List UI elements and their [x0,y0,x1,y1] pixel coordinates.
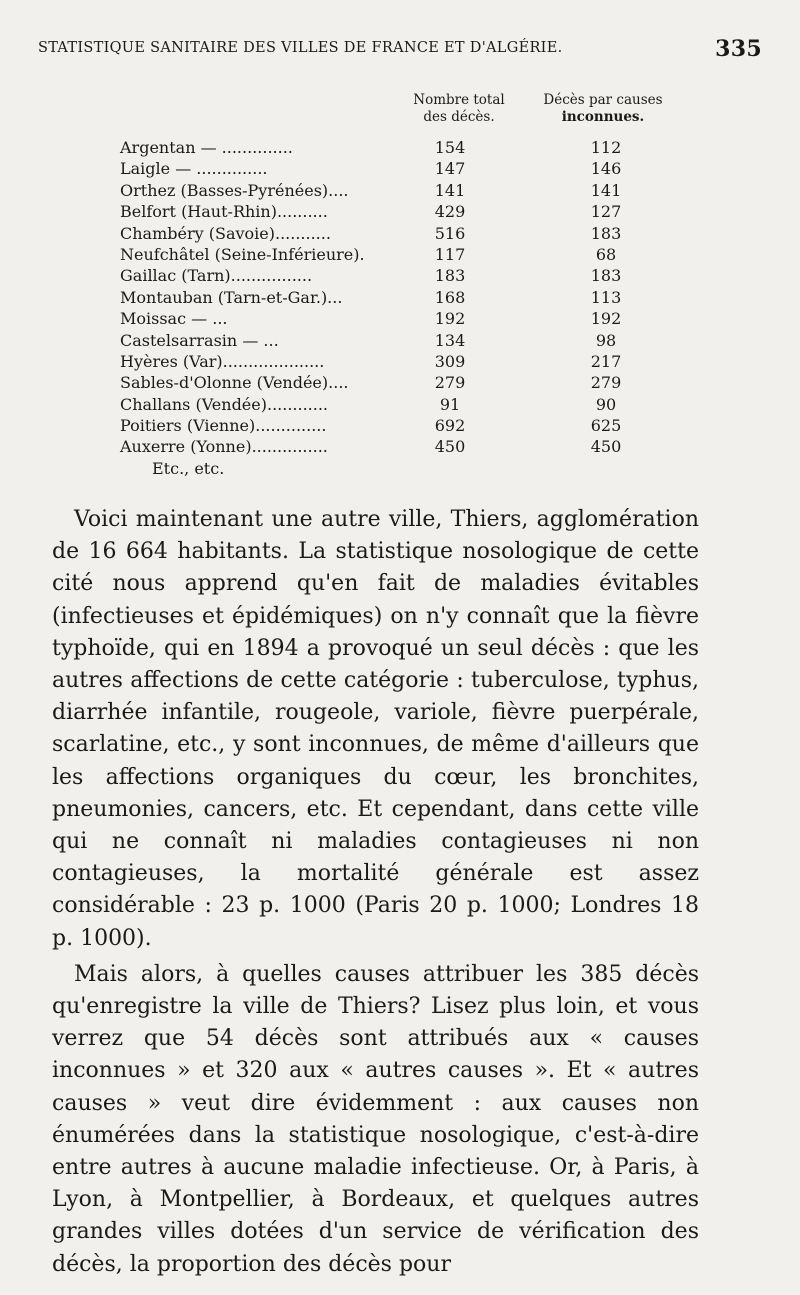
city-name: Gaillac (Tarn)................ [120,266,313,286]
unknown-cause-deaths: 625 [590,416,622,436]
table-row [120,351,680,372]
table-row [120,415,680,436]
running-head [38,36,762,66]
table-row [120,180,680,201]
city-name: Chambéry (Savoie)........... [120,223,331,243]
unknown-cause-deaths: 141 [590,180,622,200]
unknown-cause-deaths: 192 [590,309,622,329]
city-name: Hyères (Var).................... [120,351,325,371]
column-header-line: des décès. [423,109,495,125]
body-text [52,504,699,1281]
table-body [120,137,680,479]
unknown-cause-deaths: 112 [590,138,622,157]
total-deaths: 516 [434,223,466,243]
unknown-cause-deaths: 68 [595,244,617,264]
total-deaths: 692 [434,416,466,436]
city-name: Auxerre (Yonne)............... [120,437,328,457]
total-deaths: 279 [434,373,466,393]
page-number: 335 [715,36,762,62]
unknown-cause-deaths: 450 [590,437,622,457]
unknown-cause-deaths: 127 [590,202,622,222]
total-deaths: 168 [434,287,466,307]
total-deaths: 117 [434,244,466,264]
city-name: Moissac — ... [120,309,228,329]
column-header-line: Nombre total [413,92,505,108]
unknown-cause-deaths: 217 [590,351,622,371]
city-name: Argentan — .............. [120,138,293,157]
paragraph: Mais alors, à quelles causes attribuer les 385 décès qu'enregistre la ville de Thiers? Lisez plus loin, et vous verrez que 54 décès sont attribués aux « causes inconnues » et 320 aux « autres causes ». Et « autres causes » veut dire évidemment : aux causes non énumérées dans la statistique nosologique, c'est-à-dire entre autres à aucune maladie infectieuse. Or, à Paris, à Lyon, à Montpellier, à Bordeaux, et quelques autres grandes villes dotées d'un service de vérification des décès, la proportion des décès pour [52,961,699,1277]
unknown-cause-deaths: 183 [590,223,622,243]
column-header-line: inconnues. [561,109,645,125]
unknown-cause-deaths: 98 [595,330,617,350]
table-row [120,201,680,222]
table-row [120,158,680,179]
total-deaths: 154 [434,138,466,157]
city-name: Poitiers (Vienne).............. [120,416,327,436]
column-header-line: Décès par causes [543,92,663,108]
city-name: Neufchâtel (Seine-Inférieure). [120,244,365,264]
total-deaths: 91 [439,394,461,414]
city-name: Castelsarrasin — ... [120,330,279,350]
etc-label: Etc., etc. [152,458,225,478]
city-name: Montauban (Tarn-et-Gar.)... [120,287,343,307]
unknown-cause-deaths: 146 [590,159,622,179]
unknown-cause-deaths: 90 [595,394,617,414]
table-row [120,265,680,286]
total-deaths: 183 [434,266,466,286]
unknown-cause-deaths: 113 [590,287,622,307]
city-name: Orthez (Basses-Pyrénées).... [120,180,349,200]
total-deaths: 450 [434,437,466,457]
table-row [120,244,680,265]
table-row [120,436,680,457]
paragraph: Voici maintenant une autre ville, Thiers, agglomération de 16 664 habitants. La statistique nosologique de cette cité nous apprend qu'en fait de maladies évitables (infectieuses et épidémiques) on n'y connaît que la fièvre typhoïde, qui en 1894 a provoqué un seul décès : que les autres affections de cette catégorie : tuberculose, typhus, diarrhée infantile, rougeole, variole, fièvre puerpérale, scarlatine, etc., y sont inconnues, de même d'ailleurs que les affections organiques du cœur, les bronchites, pneumonies, cancers, etc. Et cependant, dans cette ville qui ne connaît ni maladies contagieuses ni non contagieuses, la mortalité générale est assez considérable : 23 p. 1000 (Paris 20 p. 1000; Londres 18 p. 1000). [52,507,699,951]
column-header-total-deaths [404,92,514,126]
total-deaths: 192 [434,309,466,329]
table-row [120,223,680,244]
city-name: Laigle — .............. [120,159,268,179]
table-etc-row [120,458,680,479]
table-row [120,137,680,158]
city-name: Belfort (Haut-Rhin).......... [120,202,328,222]
city-name: Sables-d'Olonne (Vendée).... [120,373,349,393]
table-row [120,308,680,329]
total-deaths: 309 [434,351,466,371]
running-head-title: STATISTIQUE SANITAIRE DES VILLES DE FRANCE ET D'ALGÉRIE. [38,40,563,56]
unknown-cause-deaths: 279 [590,373,622,393]
column-header-unknown-causes [538,92,668,126]
city-name: Challans (Vendée)............ [120,394,329,414]
table-row [120,372,680,393]
total-deaths: 147 [434,159,466,179]
total-deaths: 141 [434,180,466,200]
table-row [120,287,680,308]
total-deaths: 134 [434,330,466,350]
table-row [120,330,680,351]
unknown-cause-deaths: 183 [590,266,622,286]
total-deaths: 429 [434,202,466,222]
table-row [120,394,680,415]
